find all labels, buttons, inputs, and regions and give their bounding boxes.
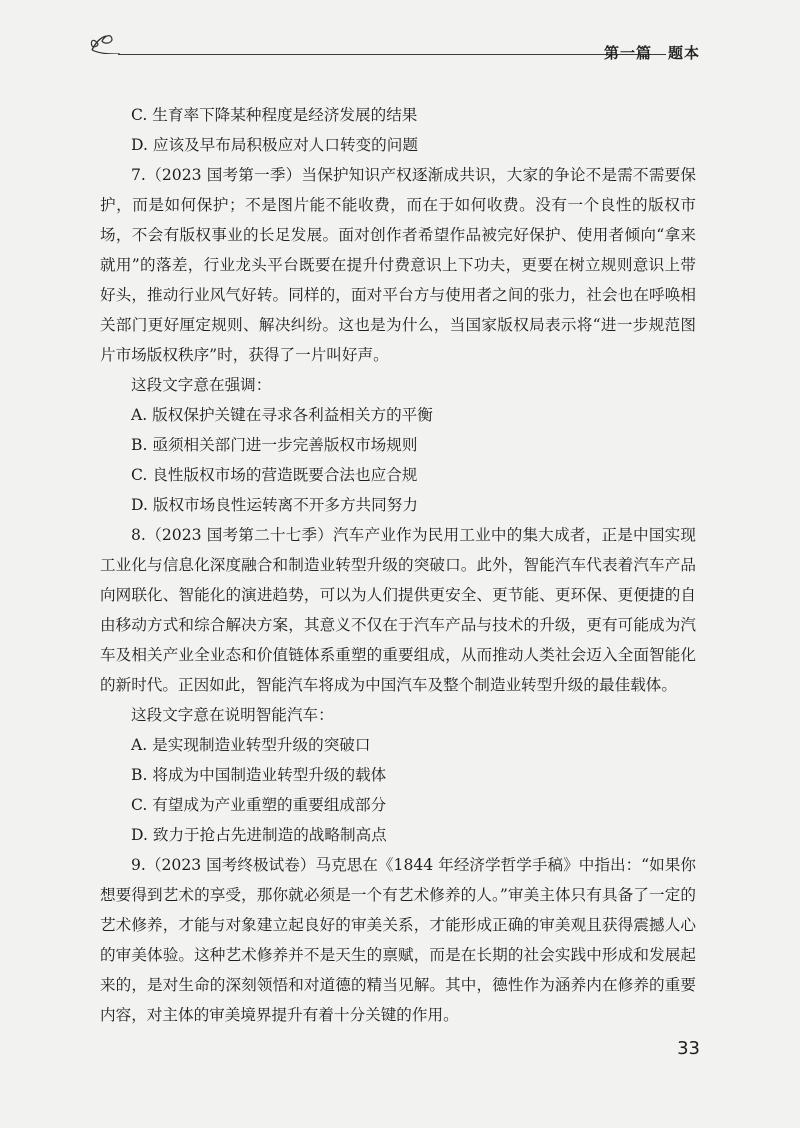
page-header — [88, 28, 700, 68]
option-7a: A. 版权保护关键在寻求各利益相关方的平衡 — [131, 406, 433, 424]
section-title: 第一篇 题本 — [603, 44, 700, 62]
option-7c: C. 良性版权市场的营造既要合法也应合规 — [131, 466, 418, 484]
leaf-ornament-icon — [88, 32, 122, 54]
option-8d: D. 致力于抢占先进制造的战略制高点 — [131, 826, 387, 844]
page-number: 33 — [677, 1038, 700, 1059]
option-8a: A. 是实现制造业转型升级的突破口 — [131, 736, 371, 754]
question-8-prompt: 这段文字意在说明智能汽车： — [131, 706, 334, 724]
option-8c: C. 有望成为产业重塑的重要组成部分 — [131, 796, 387, 814]
question-8-stem: 8.（2023 国考第二十七季）汽车产业作为民用工业中的集大成者，正是中国实现工业化与信息化深度融合和制造业转型升级的突破口。此外，智能汽车代表着汽车产品向网联化、智能化的演进趋势，可以为人们提供更安全、更节能、更环保、更便捷的自由移动方式和综合解决方案，其意义不仅在于汽车产品与技术的升级，更有可能成为汽车及相关产业全业态和价值链体系重塑的重要组成，从而推动人类社会迈入全面智能化的新时代。正因如此，智能汽车将成为中国汽车及整个制造业转型升级的最佳载体。 — [100, 526, 696, 694]
header-rule — [118, 54, 666, 55]
option-6c: C. 生育率下降某种程度是经济发展的结果 — [131, 106, 418, 124]
option-8b: B. 将成为中国制造业转型升级的载体 — [131, 766, 387, 784]
option-7d: D. 版权市场良性运转离不开多方共同努力 — [131, 496, 418, 514]
question-9-stem: 9.（2023 国考终极试卷）马克思在《1844 年经济学哲学手稿》中指出：“如果你想要得到艺术的享受，那你就必须是一个有艺术修养的人。”审美主体只有具备了一定的艺术修养，才能与对象建立起良好的审美关系，才能形成正确的审美观且获得震撼人心的审美体验。这种艺术修养并不是天生的禀赋，而是在长期的社会实践中形成和发展起来的，是对生命的深刻领悟和对道德的精当见解。其中，德性作为涵养内在修养的重要内容，对主体的审美境界提升有着十分关键的作用。 — [100, 856, 696, 1024]
option-6d: D. 应该及早布局积极应对人口转变的问题 — [131, 136, 418, 154]
page-content — [100, 100, 696, 1030]
question-7-stem: 7.（2023 国考第一季）当保护知识产权逐渐成共识，大家的争论不是需不需要保护，而是如何保护；不是图片能不能收费，而在于如何收费。没有一个良性的版权市场，不会有版权事业的长足发展。面对创作者希望作品被完好保护、使用者倾向“拿来就用”的落差，行业龙头平台既要在提升付费意识上下功夫，更要在树立规则意识上带好头，推动行业风气好转。同样的，面对平台方与使用者之间的张力，社会也在呼唤相关部门更好厘定规则、解决纠纷。这也是为什么，当国家版权局表示将“进一步规范图片市场版权秩序”时，获得了一片叫好声。 — [100, 166, 696, 364]
question-7-prompt: 这段文字意在强调： — [131, 376, 272, 394]
option-7b: B. 亟须相关部门进一步完善版权市场规则 — [131, 436, 418, 454]
